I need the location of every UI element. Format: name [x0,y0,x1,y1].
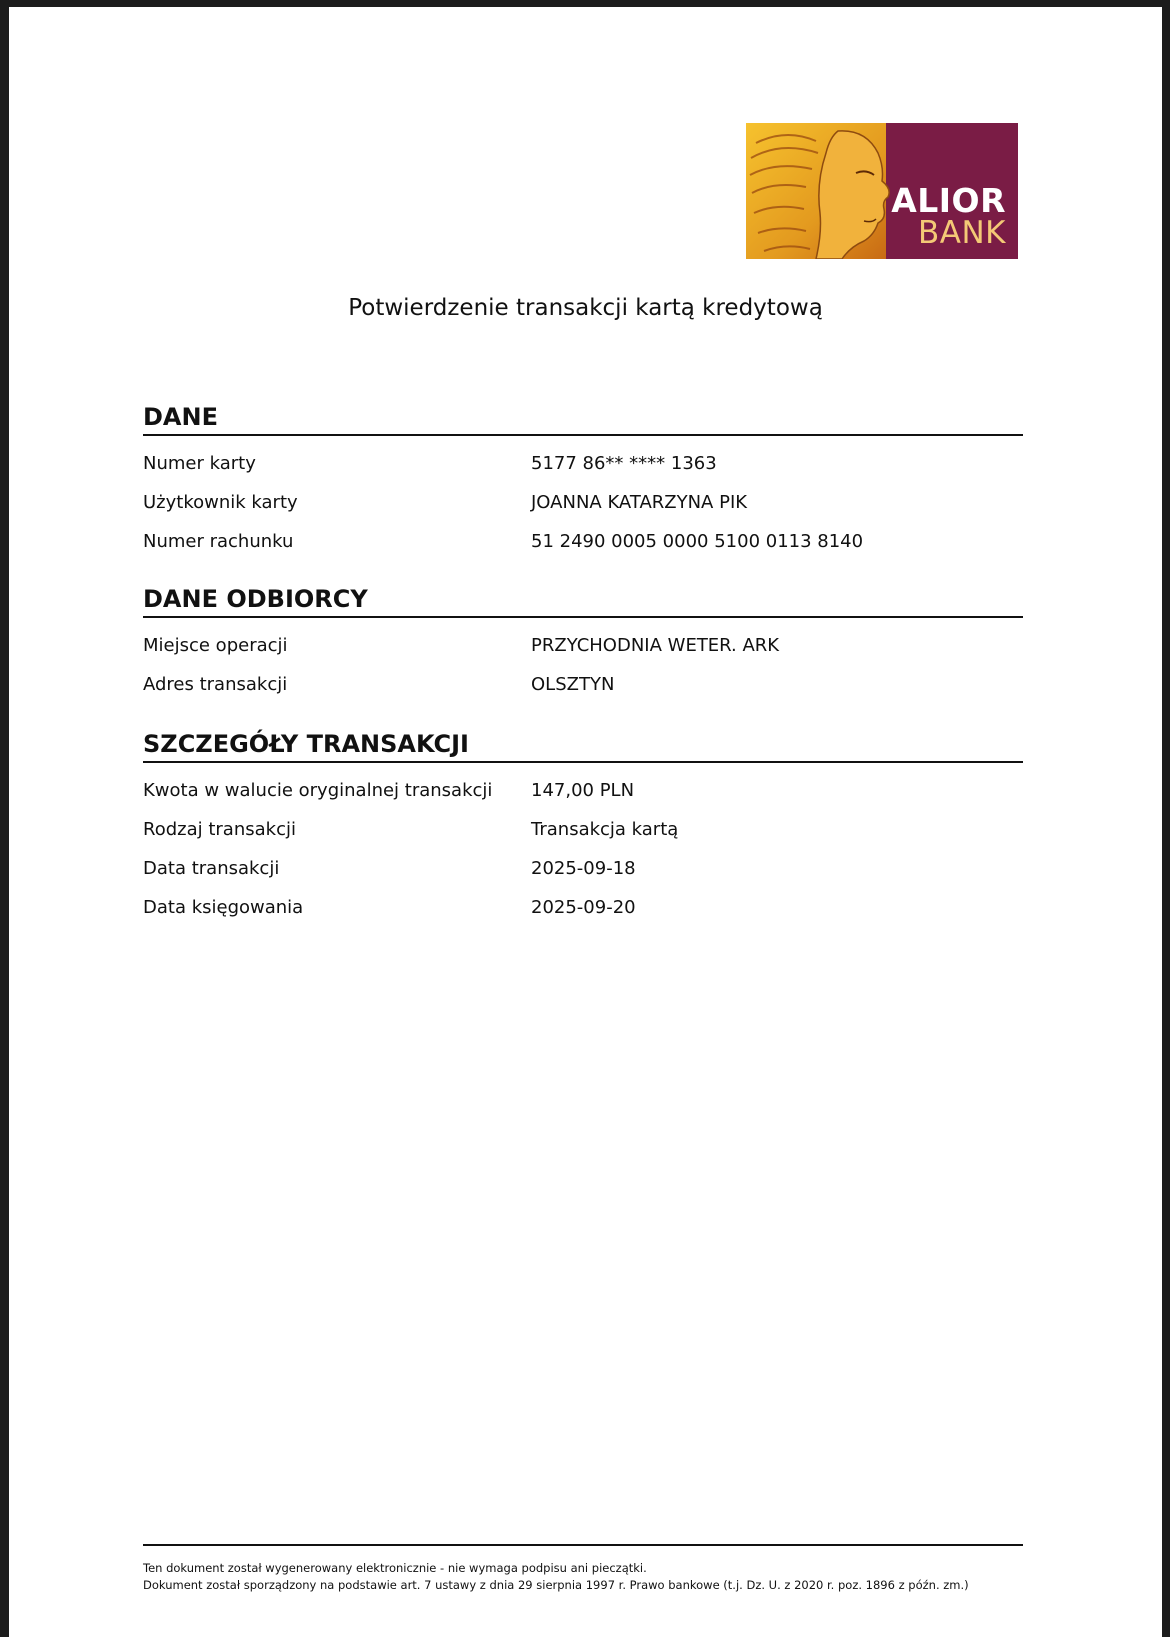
field-value: JOANNA KATARZYNA PIK [531,492,748,513]
field-value: PRZYCHODNIA WETER. ARK [531,635,780,656]
section-heading: DANE [143,402,1023,436]
field-label: Adres transakcji [143,674,288,695]
footer-note-electronic: Ten dokument został wygenerowany elektronicznie - nie wymaga podpisu ani pieczątki. [143,1561,647,1575]
section-dane-odbiorcy [143,584,1023,704]
field-row-account-number [143,522,1023,561]
field-label: Numer karty [143,453,256,474]
field-value: 147,00 PLN [531,780,635,801]
field-value: 5177 86** **** 1363 [531,453,717,474]
field-row-card-user [143,483,1023,522]
field-row-transaction-date [143,849,1023,888]
field-row-transaction-type [143,810,1023,849]
field-row-amount [143,771,1023,810]
document-title: Potwierdzenie transakcji kartą kredytową [348,295,823,321]
field-label: Data księgowania [143,897,304,918]
document-page [9,7,1162,1637]
field-label: Miejsce operacji [143,635,288,656]
field-value: 51 2490 0005 0000 5100 0113 8140 [531,531,864,552]
logo-wordmark-alior: ALIOR [891,181,1006,220]
logo-wordmark-bank: BANK [918,215,1006,251]
field-label: Rodzaj transakcji [143,819,296,840]
document-footer [143,1544,1023,1594]
field-row-card-number [143,444,1023,483]
footer-note-legal-basis: Dokument został sporządzony na podstawie art. 7 ustawy z dnia 29 sierpnia 1997 r. Prawo bankowe (t.j. Dz. U. z 2020 r. poz. 1896 z późn. zm.) [143,1578,969,1592]
field-value: OLSZTYN [531,674,615,695]
field-row-transaction-address [143,665,1023,704]
field-label: Data transakcji [143,858,280,879]
section-heading: DANE ODBIORCY [143,584,1023,618]
field-value: Transakcja kartą [531,819,679,840]
section-heading: SZCZEGÓŁY TRANSAKCJI [143,729,1023,763]
alior-bank-logo [746,123,1018,259]
field-label: Kwota w walucie oryginalnej transakcji [143,780,493,801]
field-row-booking-date [143,888,1023,927]
field-row-operation-place [143,626,1023,665]
field-value: 2025-09-18 [531,858,636,879]
section-szczegoly-transakcji [143,729,1023,927]
section-dane [143,402,1023,561]
field-label: Użytkownik karty [143,492,298,513]
field-value: 2025-09-20 [531,897,636,918]
field-label: Numer rachunku [143,531,294,552]
